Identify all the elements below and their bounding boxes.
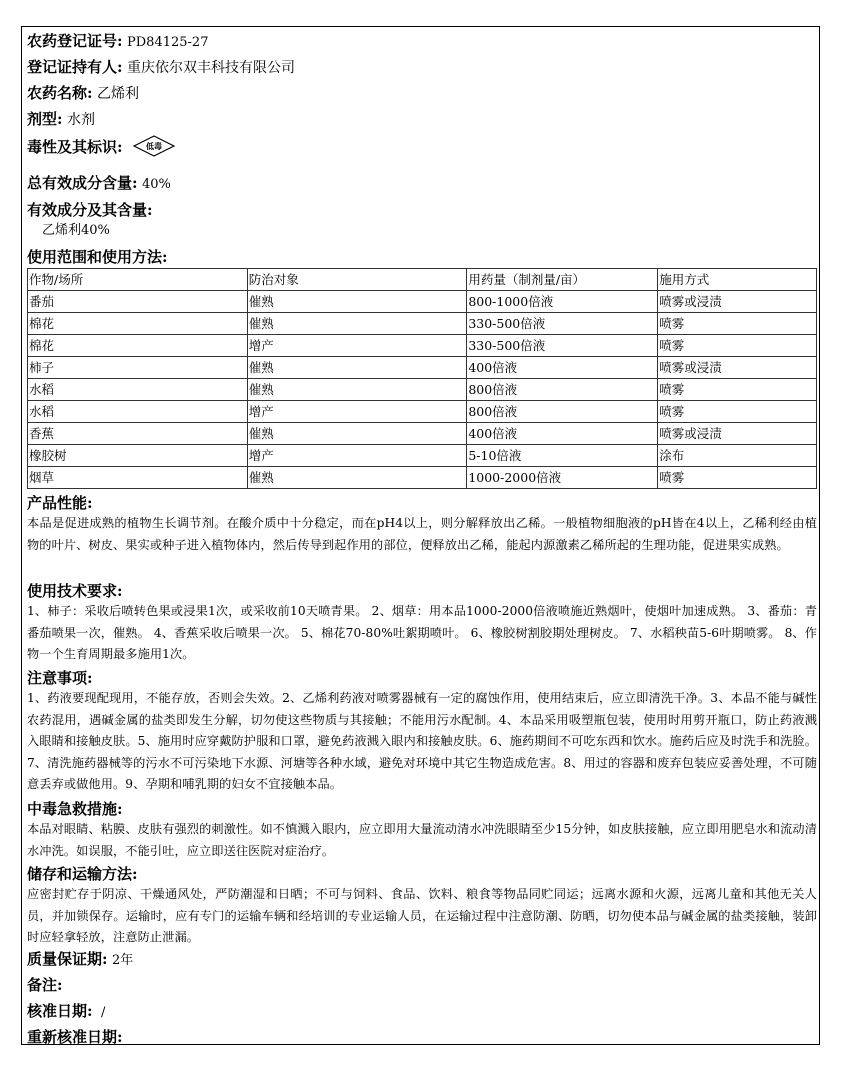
formulation-label: 剂型:: [27, 110, 63, 128]
formulation-value: 水剂: [67, 112, 95, 128]
pesticide-name-label: 农药名称:: [27, 84, 93, 102]
storage-text: 应密封贮存于阴凉、干燥通风处，严防潮湿和日晒；不可与饲料、食品、饮料、粮食等物品同贮同运；远离水源和火源，远离儿童和其他无关人员，并加锁保存。运输时，应有专门的运输车辆和经培训的专业运输人员，在运输过程中注意防潮、防晒，切勿使本品与碱金属的盐类接触，装卸时应轻拿轻放，注意防止泄漏。: [27, 887, 817, 944]
total-content-value: 40%: [142, 177, 171, 192]
cell-method: 喷雾: [658, 335, 817, 357]
cell-dosage: 1000-2000倍液: [467, 467, 658, 489]
registration-number-value: PD84125-27: [127, 35, 209, 50]
cell-dosage: 400倍液: [467, 423, 658, 445]
first-aid-text: 本品对眼睛、粘膜、皮肤有强烈的刺激性。如不慎溅入眼内，应立即用大量流动清水冲洗眼睛至少15分钟，如皮肤接触，应立即用肥皂水和流动清水冲洗。如误服，不能引吐，应立即送往医院对症治疗。: [27, 822, 817, 858]
cell-method: 喷雾: [658, 401, 817, 423]
cell-method: 喷雾或浸渍: [658, 423, 817, 445]
cell-method: 喷雾或浸渍: [658, 357, 817, 379]
cell-crop: 棉花: [28, 313, 248, 335]
cell-crop: 棉花: [28, 335, 248, 357]
holder-field: [27, 58, 295, 77]
cell-target: 催熟: [247, 291, 467, 313]
usage-title: 使用范围和使用方法:: [27, 248, 168, 266]
cell-dosage: 800倍液: [467, 379, 658, 401]
formulation-field: [27, 110, 95, 129]
usage-table-row: [28, 357, 817, 379]
cell-method: 喷雾: [658, 379, 817, 401]
usage-table-header: [28, 269, 817, 291]
ingredients-field: [27, 201, 153, 220]
warranty-field: [27, 950, 133, 970]
cell-crop: 水稻: [28, 379, 248, 401]
cell-target: 增产: [247, 401, 467, 423]
cell-crop: 番茄: [28, 291, 248, 313]
toxicity-label: 毒性及其标识:: [27, 138, 123, 156]
remarks-field: [27, 976, 63, 995]
low-toxicity-diamond-icon: [133, 135, 175, 157]
pesticide-name-value: 乙烯利: [97, 86, 139, 102]
usage-table-row: [28, 423, 817, 445]
cell-crop: 香蕉: [28, 423, 248, 445]
warranty-label: 质量保证期:: [27, 950, 108, 968]
cell-method: 涂布: [658, 445, 817, 467]
cell-target: 增产: [247, 335, 467, 357]
usage-table-row: [28, 467, 817, 489]
cell-method: 喷雾: [658, 467, 817, 489]
header-target: 防治对象: [247, 269, 467, 291]
technique-text: 1、柿子：采收后喷转色果或浸果1次，或采收前10天喷青果。 2、烟草：用本品1000-2000倍液喷施近熟烟叶，使烟叶加速成熟。 3、番茄：青番茄喷果一次，催熟。 4、香蕉采收后喷果一次。 5、棉花70-80%吐絮期喷叶。 6、橡胶树割胶期处理树皮。 7、水稻秧苗5-6叶期喷雾。 8、作物一个生育周期最多施用1次。: [27, 604, 817, 661]
precautions-title: 注意事项:: [27, 669, 93, 687]
first-aid-title: 中毒急救措施:: [27, 800, 123, 818]
total-content-label: 总有效成分含量:: [27, 174, 138, 192]
usage-table-row: [28, 401, 817, 423]
usage-table-row: [28, 335, 817, 357]
header-crop: 作物/场所: [28, 269, 248, 291]
approval-date-field: [27, 1002, 105, 1022]
cell-method: 喷雾: [658, 313, 817, 335]
warranty-value: 2年: [112, 953, 134, 968]
total-content-field: [27, 174, 171, 194]
cell-target: 催熟: [247, 379, 467, 401]
cell-target: 催熟: [247, 423, 467, 445]
technique-title: 使用技术要求:: [27, 582, 123, 600]
cell-target: 催熟: [247, 467, 467, 489]
header-dosage: 用药量（制剂量/亩）: [467, 269, 658, 291]
cell-dosage: 400倍液: [467, 357, 658, 379]
cell-target: 催熟: [247, 357, 467, 379]
cell-dosage: 330-500倍液: [467, 335, 658, 357]
remarks-label: 备注:: [27, 976, 63, 994]
cell-dosage: 800倍液: [467, 401, 658, 423]
cell-crop: 水稻: [28, 401, 248, 423]
usage-table-row: [28, 379, 817, 401]
ingredients-label: 有效成分及其含量:: [27, 201, 153, 219]
reapproval-date-label: 重新核准日期:: [27, 1028, 123, 1046]
precautions-text: 1、药液要现配现用，不能存放，否则会失效。2、乙烯利药液对喷雾器械有一定的腐蚀作用，使用结束后，应立即清洗干净。3、本品不能与碱性农药混用，遇碱金属的盐类即发生分解，切勿使这些物质与其接触；不能用污水配制。4、本品采用吸塑瓶包装，使用时用剪开瓶口，防止药液溅入眼睛和接触皮肤。5、施用时应穿戴防护服和口罩，避免药液溅入眼内和接触皮肤。6、施药期间不可吃东西和饮水。施药后应及时洗手和洗脸。7、清洗施药器械等的污水不可污染地下水源、河塘等各种水域，避免对环境中其它生物造成危害。8、用过的容器和废弃包装应妥善处理，不可随意丢弃或做他用。9、孕期和哺乳期的妇女不宜接触本品。: [27, 691, 817, 791]
approval-date-label: 核准日期:: [27, 1002, 93, 1020]
holder-label: 登记证持有人:: [27, 58, 123, 76]
registration-number-field: [27, 32, 208, 52]
registration-number-label: 农药登记证号:: [27, 32, 123, 50]
cell-target: 增产: [247, 445, 467, 467]
usage-table-row: [28, 291, 817, 313]
cell-dosage: 330-500倍液: [467, 313, 658, 335]
approval-date-value: /: [101, 1005, 106, 1020]
cell-dosage: 5-10倍液: [467, 445, 658, 467]
usage-table-row: [28, 313, 817, 335]
holder-value: 重庆依尔双丰科技有限公司: [127, 60, 295, 76]
usage-table-row: [28, 445, 817, 467]
toxicity-badge-text: 低毒: [146, 141, 162, 151]
pesticide-label-document: [21, 26, 820, 1045]
header-method: 施用方式: [658, 269, 817, 291]
cell-crop: 烟草: [28, 467, 248, 489]
ingredients-value: 乙烯利40%: [42, 223, 110, 238]
cell-dosage: 800-1000倍液: [467, 291, 658, 313]
performance-title: 产品性能:: [27, 494, 93, 512]
storage-title: 储存和运输方法:: [27, 865, 138, 883]
reapproval-date-field: [27, 1028, 123, 1047]
toxicity-field: [27, 137, 175, 159]
pesticide-name-field: [27, 84, 139, 103]
usage-table: [27, 268, 817, 489]
cell-crop: 柿子: [28, 357, 248, 379]
cell-method: 喷雾或浸渍: [658, 291, 817, 313]
cell-target: 催熟: [247, 313, 467, 335]
cell-crop: 橡胶树: [28, 445, 248, 467]
performance-text: 本品是促进成熟的植物生长调节剂。在酸介质中十分稳定，而在pH4以上，则分解释放出乙稀。一般植物细胞液的pH皆在4以上，乙稀利经由植物的叶片、树皮、果实或种子进入植物体内，然后传导到起作用的部位，便释放出乙稀，能起内源激素乙稀所起的生理功能，促进果实成熟。: [27, 516, 817, 552]
